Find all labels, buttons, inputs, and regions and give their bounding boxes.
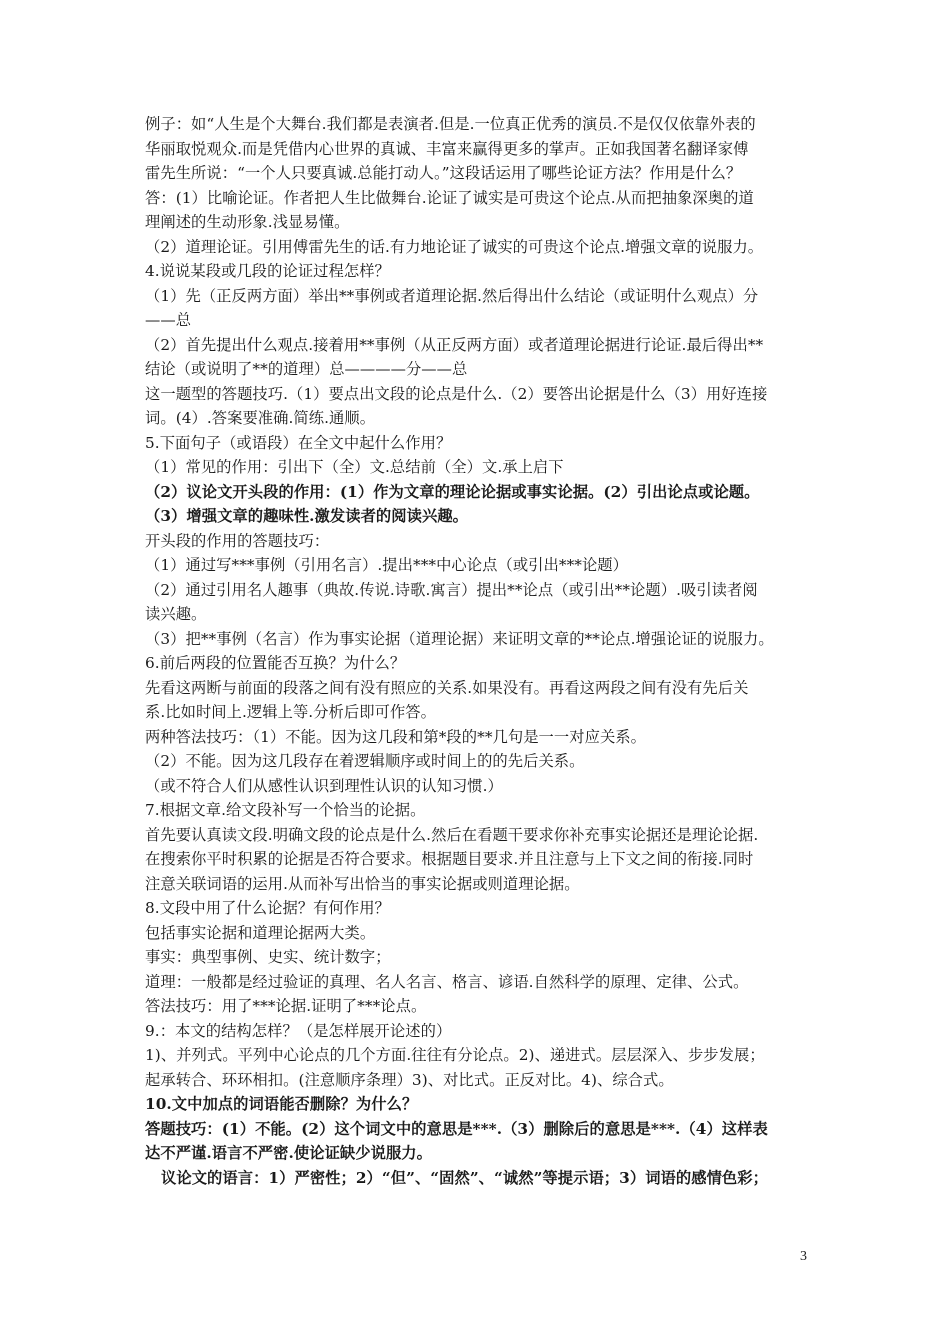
text-line: 包括事实论据和道理论据两大类。 [145,923,376,942]
text-line: 系.比如时间上.逻辑上等.分析后即可作答。 [145,703,436,721]
text-line: （1）先（正反两方面）举出**事例或者道理论据.然后得出什么结论（或证明什么观点）分 [145,286,759,305]
text-line: 道理：一般都是经过验证的真理、名人名言、格言、谚语.自然科学的原理、定律、公式。 [145,972,749,991]
text-line: 雷先生所说：“一个人只要真诚.总能打动人。”这段话运用了哪些论证方法？作用是什么？ [145,164,742,182]
text-line: 理阐述的生动形象.浅显易懂。 [145,213,350,231]
question-heading: 5.下面句子（或语段）在全文中起什么作用？ [145,433,452,452]
text-line: 注意关联词语的运用.从而补写出恰当的事实论据或则道理论据。 [145,874,580,893]
text-line: 这一题型的答题技巧.（1）要点出文段的论点是什么.（2）要答出论据是什么（3）用好连接 [145,384,768,403]
bold-text-line: （3）增强文章的趣味性.激发读者的阅读兴趣。 [145,507,469,525]
text-line: 开头段的作用的答题技巧： [145,531,330,550]
text-line: （或不符合人们从感性认识到理性认识的认知习惯.） [145,776,503,795]
text-line: 华丽取悦观众.而是凭借内心世界的真诚、丰富来赢得更多的掌声。正如我国著名翻译家傅 [145,139,749,158]
text-line: 先看这两断与前面的段落之间有没有照应的关系.如果没有。再看这两段之间有没有先后关 [145,678,749,697]
text-line: （2）道理论证。引用傅雷先生的话.有力地论证了诚实的可贵这个论点.增强文章的说服力。 [145,237,764,256]
text-line: 起承转合、环环相扣。(注意顺序条理）3)、对比式。正反对比。4)、综合式。 [145,1070,674,1089]
question-heading: 10.文中加点的词语能否删除？为什么？ [145,1095,418,1113]
bold-text-line: 达不严谨.语言不严密.使论证缺少说服力。 [145,1144,432,1162]
question-heading: 6.前后两段的位置能否互换？为什么？ [145,654,406,672]
text-line: 词。(4）.答案要准确.简练.通顺。 [145,409,376,427]
text-line: 例子：如“人生是个大舞台.我们都是表演者.但是.一位真正优秀的演员.不是仅仅依靠外表的 [145,115,756,133]
page-number: 3 [800,1249,807,1264]
document-body [145,112,815,1190]
text-line: 1)、并列式。平列中心论点的几个方面.往往有分论点。2)、递进式。层层深入、步步发展； [145,1046,765,1064]
text-line: ——总 [145,311,192,329]
text-line: 首先要认真读文段.明确文段的论点是什么.然后在看题干要求你补充事实论据还是理论论据. [145,825,759,844]
question-heading: 4.说说某段或几段的论证过程怎样？ [145,262,390,280]
text-line: 事实：典型事例、史实、统计数字； [145,948,391,966]
text-line: 答法技巧：用了***论据.证明了***论点。 [145,997,427,1015]
text-line: （2）首先提出什么观点.接着用**事例（从正反两方面）或者道理论据进行论证.最后得出** [145,335,764,354]
text-line: 两种答法技巧：（1）不能。因为这几段和第*段的**几句是一一对应关系。 [145,727,646,746]
text-line: （1）通过写***事例（引用名言）.提出***中心论点（或引出***论题） [145,556,629,574]
text-line: 读兴趣。 [145,605,207,623]
text-line: （2）不能。因为这几段存在着逻辑顺序或时间上的的先后关系。 [145,752,585,770]
text-line: （2）通过引用名人趣事（典故.传说.诗歌.寓言）提出**论点（或引出**论题）.吸引读者阅 [145,580,758,599]
question-heading: 8.文段中用了什么论据？有何作用？ [145,899,390,917]
bold-text-line: 议论文的语言：1）严密性；2）“但”、“固然”、“诚然”等提示语；3）词语的感情色彩； [161,1168,768,1187]
question-heading: 9.：本文的结构怎样？（是怎样展开论述的） [145,1021,452,1040]
bold-text-line: （2）议论文开头段的作用：(1）作为文章的理论论据或事实论据。(2）引出论点或论题。 [145,482,760,501]
bold-text-line: 答题技巧：(1）不能。(2）这个词文中的意思是***.（3）删除后的意思是***.（4）这样表 [145,1119,768,1138]
question-heading: 7.根据文章.给文段补写一个恰当的论据。 [145,801,426,819]
text-line: （1）常见的作用：引出下（全）文.总结前（全）文.承上启下 [145,458,564,476]
text-line: 结论（或说明了**的道理）总————分——总 [145,360,468,378]
text-line: 在搜索你平时积累的论据是否符合要求。根据题目要求.并且注意与上下文之间的衔接.同时 [145,850,754,868]
text-line: 答：(1）比喻论证。作者把人生比做舞台.论证了诚实是可贵这个论点.从而把抽象深奥的道 [145,188,754,207]
text-line: （3）把**事例（名言）作为事实论据（道理论据）来证明文章的**论点.增强论证的说服力。 [145,629,774,648]
